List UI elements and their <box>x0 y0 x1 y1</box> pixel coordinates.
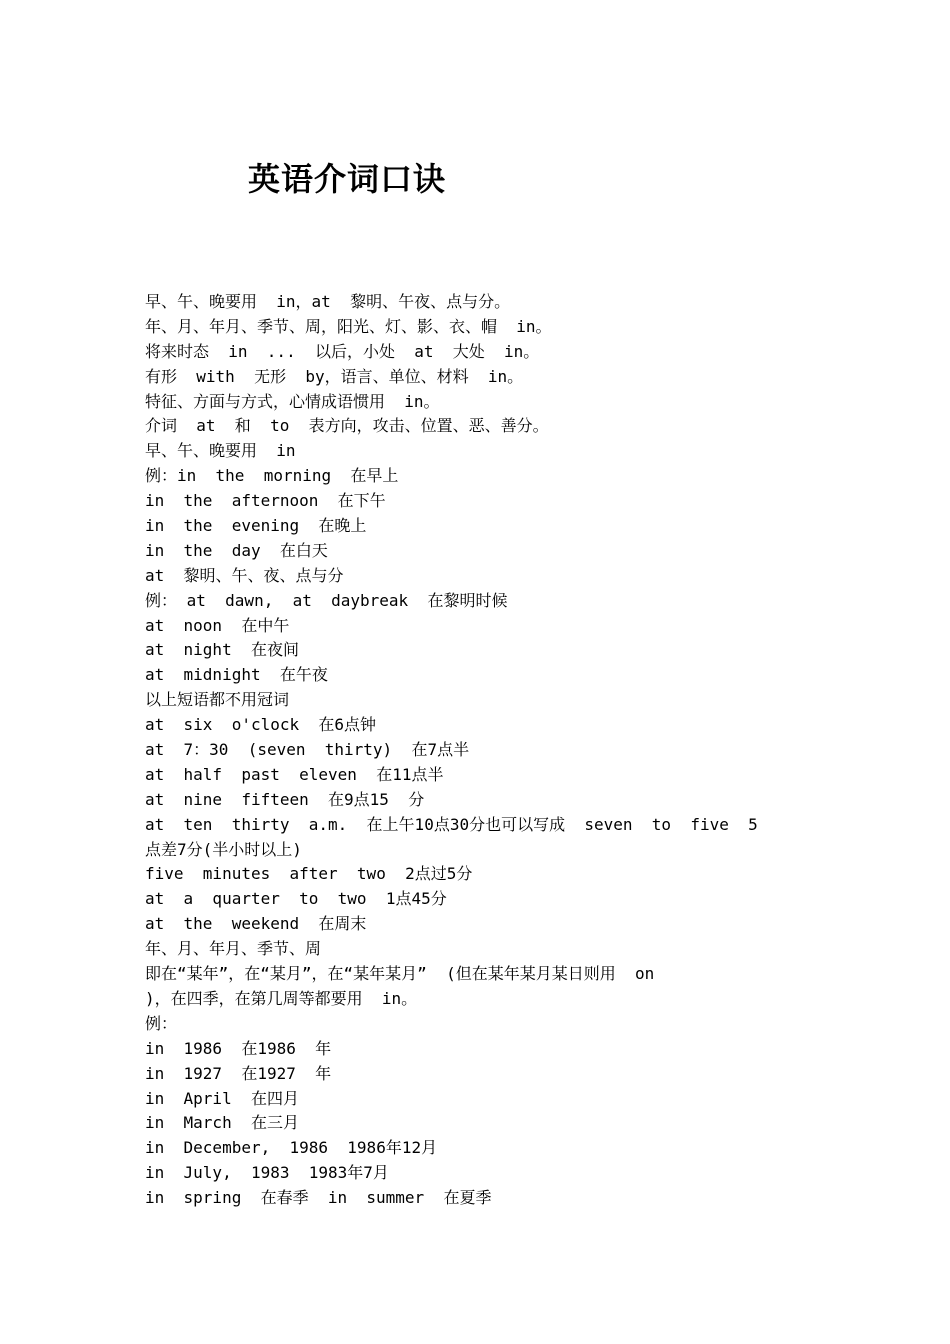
text-line: 例： <box>145 1013 178 1033</box>
text-line: at half past eleven 在11点半 <box>145 764 444 784</box>
text-line: at the weekend 在周末 <box>145 914 367 934</box>
page-title: 英语介词口诀 <box>248 160 447 198</box>
text-line: in the evening 在晚上 <box>145 516 367 536</box>
text-line: 介词 at 和 to 表方向，攻击、位置、恶、善分。 <box>145 416 549 436</box>
text-line: at ten thirty a.m. 在上午10点30分也可以写成 seven to five 5 <box>145 814 758 834</box>
text-line: in the day 在白天 <box>145 540 328 560</box>
text-line: 点差7分(半小时以上) <box>145 839 302 859</box>
text-line: 例： at dawn, at daybreak 在黎明时候 <box>145 590 508 610</box>
text-line: 例：in the morning 在早上 <box>145 466 399 486</box>
text-line: 将来时态 in ... 以后，小处 at 大处 in。 <box>145 341 540 361</box>
text-line: in the afternoon 在下午 <box>145 491 386 511</box>
text-line: at midnight 在午夜 <box>145 665 328 685</box>
text-line: 年、月、年月、季节、周，阳光、灯、影、衣、帽 in。 <box>145 316 552 336</box>
text-line: at a quarter to two 1点45分 <box>145 889 447 909</box>
text-line: )，在四季，在第几周等都要用 in。 <box>145 988 418 1008</box>
text-line: 以上短语都不用冠词 <box>145 690 290 710</box>
text-line: 即在“某年”，在“某月”，在“某年某月” (但在某年某月某日则用 on <box>145 964 655 984</box>
text-line: in December, 1986 1986年12月 <box>145 1138 438 1158</box>
text-line: at noon 在中午 <box>145 615 290 635</box>
document-body <box>145 290 815 1211</box>
text-line: five minutes after two 2点过5分 <box>145 864 473 884</box>
text-line: at nine fifteen 在9点15 分 <box>145 789 425 809</box>
text-line: at six o'clock 在6点钟 <box>145 715 377 735</box>
text-line: 有形 with 无形 by，语言、单位、材料 in。 <box>145 366 524 386</box>
text-line: in July, 1983 1983年7月 <box>145 1163 389 1183</box>
text-line: 年、月、年月、季节、周 <box>145 939 322 959</box>
text-line: in March 在三月 <box>145 1113 299 1133</box>
text-line: at night 在夜间 <box>145 640 299 660</box>
text-line: 特征、方面与方式，心情成语惯用 in。 <box>145 391 440 411</box>
text-line: in 1927 在1927 年 <box>145 1063 332 1083</box>
text-line: in April 在四月 <box>145 1088 299 1108</box>
text-line: 早、午、晚要用 in <box>145 441 296 461</box>
text-line: at 黎明、午、夜、点与分 <box>145 565 344 585</box>
text-line: 早、午、晚要用 in，at 黎明、午夜、点与分。 <box>145 292 511 311</box>
text-line: at 7：30 (seven thirty) 在7点半 <box>145 740 470 760</box>
text-line: in 1986 在1986 年 <box>145 1038 332 1058</box>
text-line: in spring 在春季 in summer 在夏季 <box>145 1188 492 1208</box>
